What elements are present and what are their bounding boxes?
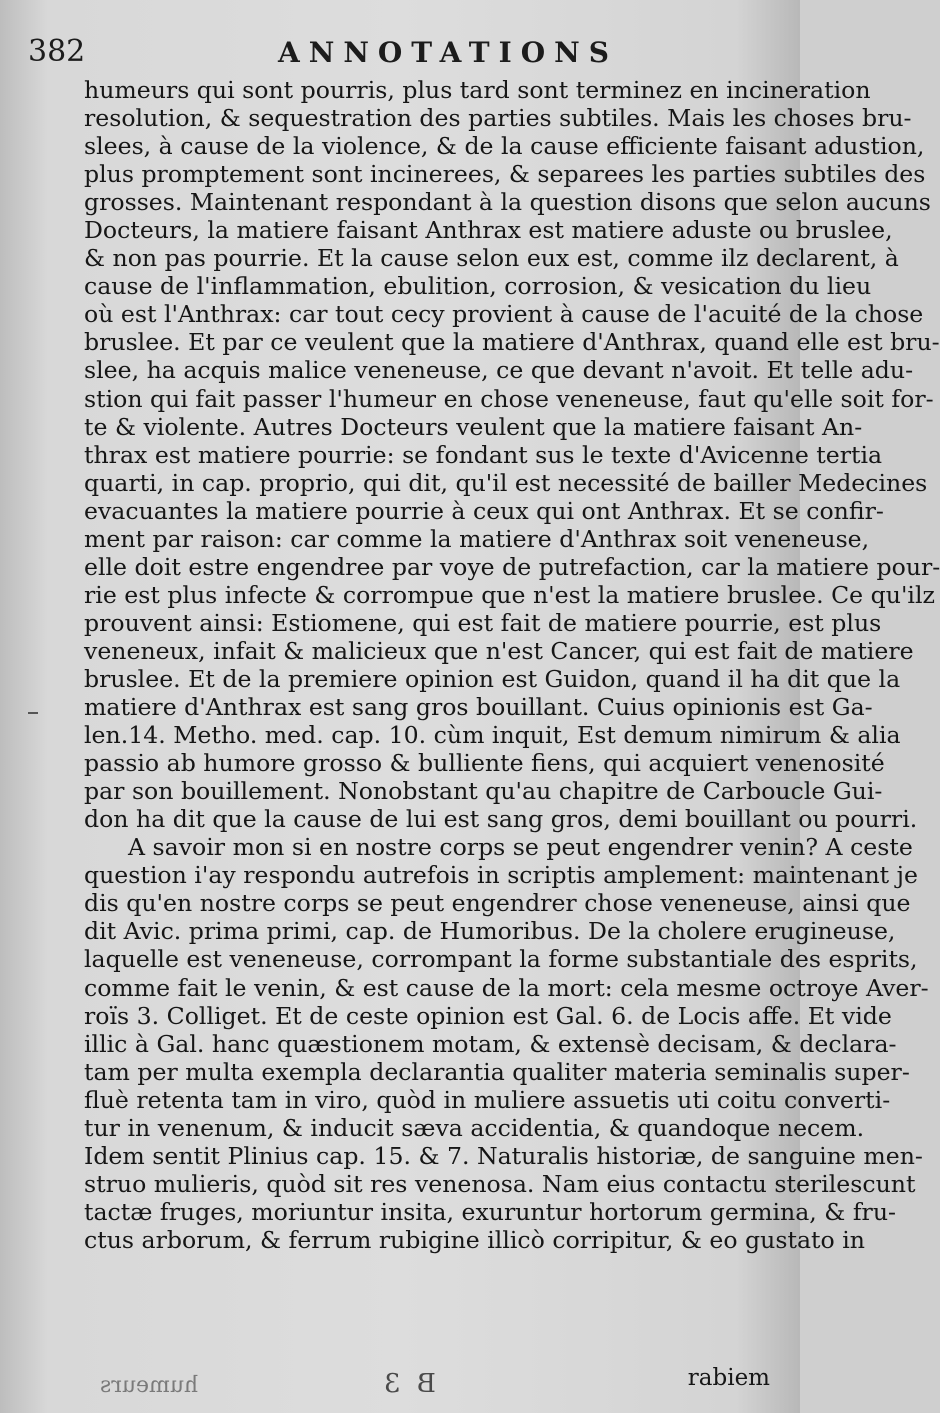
text-line: humeurs qui sont pourris, plus tard sont terminez en incineration	[84, 76, 871, 104]
text-line: passio ab humore grosso & bulliente fiens, qui acquiert venenosité	[84, 749, 885, 778]
text-line: par son bouillement. Nonobstant qu'au chapitre de Carboucle Gui-	[84, 777, 883, 806]
signature-mark: B 3	[380, 1369, 436, 1399]
text-line: Docteurs, la matiere faisant Anthrax est matiere aduste ou bruslee,	[84, 216, 893, 245]
text-line: ctus arborum, & ferrum rubigine illicò corripitur, & eo gustato in	[84, 1225, 865, 1254]
text-line: tactæ fruges, moriuntur insita, exuruntur hortorum germina, & fru-	[84, 1197, 896, 1226]
text-line: prouvent ainsi: Estiomene, qui est fait de matiere pourrie, est plus	[84, 608, 882, 637]
text-line: cause de l'inflammation, ebulition, corrosion, & vesication du lieu	[84, 272, 872, 301]
text-line: roïs 3. Colliget. Et de ceste opinion est Gal. 6. de Locis affe. Et vide	[84, 1001, 892, 1030]
text-line: tur in venenum, & inducit sæva accidentia, & quandoque necem.	[84, 1113, 865, 1142]
text-line: thrax est matiere pourrie: se fondant sus le texte d'Avicenne tertia	[84, 440, 883, 469]
body-text	[84, 76, 940, 1254]
text-line: matiere d'Anthrax est sang gros bouillant. Cuius opinionis est Ga-	[84, 693, 873, 722]
text-line: dis qu'en nostre corps se peut engendrer chose veneneuse, ainsi que	[84, 889, 911, 918]
text-line: laquelle est veneneuse, corrompant la forme substantiale des esprits,	[84, 945, 918, 974]
text-line: plus promptement sont incinerees, & separees les parties subtiles des	[84, 160, 926, 189]
text-line: bruslee. Et par ce veulent que la matiere d'Anthrax, quand elle est bru-	[84, 328, 940, 357]
text-line: elle doit estre engendree par voye de putrefaction, car la matiere pour-	[84, 552, 940, 581]
text-line: Idem sentit Plinius cap. 15. & 7. Naturalis historiæ, de sanguine men-	[84, 1141, 923, 1170]
text-line: où est l'Anthrax: car tout cecy provient à cause de l'acuité de la chose	[84, 300, 924, 329]
text-line: tam per multa exempla declarantia qualiter materia seminalis super-	[84, 1057, 910, 1086]
text-line: fluè retenta tam in viro, quòd in muliere assuetis uti coitu converti-	[84, 1085, 891, 1114]
page-footer	[90, 1365, 770, 1405]
text-line: quarti, in cap. proprio, qui dit, qu'il est necessité de bailler Medecines	[84, 468, 928, 497]
page-number: 382	[28, 34, 86, 69]
text-line: slees, à cause de la violence, & de la cause efficiente faisant adustion,	[84, 132, 925, 161]
page-header	[28, 34, 780, 78]
text-line: grosses. Maintenant respondant à la question disons que selon aucuns	[84, 188, 931, 217]
text-line: bruslee. Et de la premiere opinion est Guidon, quand il ha dit que la	[84, 664, 901, 693]
bleed-through-text: humeurs	[100, 1373, 199, 1398]
text-line: te & violente. Autres Docteurs veulent que la matiere faisant An-	[84, 412, 863, 441]
running-head: ANNOTATIONS	[278, 36, 618, 69]
text-line: veneneux, infait & malicieux que n'est Cancer, qui est fait de matiere	[84, 636, 914, 665]
text-line: question i'ay respondu autrefois in scriptis amplement: maintenant je	[84, 861, 918, 890]
text-line: resolution, & sequestration des parties subtiles. Mais les choses bru-	[84, 104, 912, 133]
text-line: ment par raison: car comme la matiere d'Anthrax soit veneneuse,	[84, 524, 870, 553]
catchword: rabiem	[687, 1365, 770, 1391]
text-line: stion qui fait passer l'humeur en chose veneneuse, faut qu'elle soit for-	[84, 384, 934, 413]
text-line: slee, ha acquis malice veneneuse, ce que devant n'avoit. Et telle adu-	[84, 356, 914, 385]
text-line: struo mulieris, quòd sit res venenosa. Nam eius contactu sterilescunt	[84, 1169, 916, 1198]
text-line: len.14. Metho. med. cap. 10. cùm inquit, Est demum nimirum & alia	[84, 721, 901, 750]
margin-mark	[28, 712, 38, 714]
text-line: comme fait le venin, & est cause de la mort: cela mesme octroye Aver-	[84, 973, 929, 1002]
text-line: dit Avic. prima primi, cap. de Humoribus. De la cholere erugineuse,	[84, 917, 896, 946]
text-line: rie est plus infecte & corrompue que n'est la matiere bruslee. Ce qu'ilz	[84, 580, 935, 609]
text-line: illic à Gal. hanc quæstionem motam, & extensè decisam, & declara-	[84, 1029, 897, 1058]
text-line: evacuantes la matiere pourrie à ceux qui ont Anthrax. Et se confir-	[84, 496, 884, 525]
text-line: don ha dit que la cause de lui est sang gros, demi bouillant ou pourri.	[84, 805, 918, 834]
text-line: A savoir mon si en nostre corps se peut engendrer venin? A ceste	[128, 833, 913, 862]
text-line: & non pas pourrie. Et la cause selon eux est, comme ilz declarent, à	[84, 244, 899, 273]
